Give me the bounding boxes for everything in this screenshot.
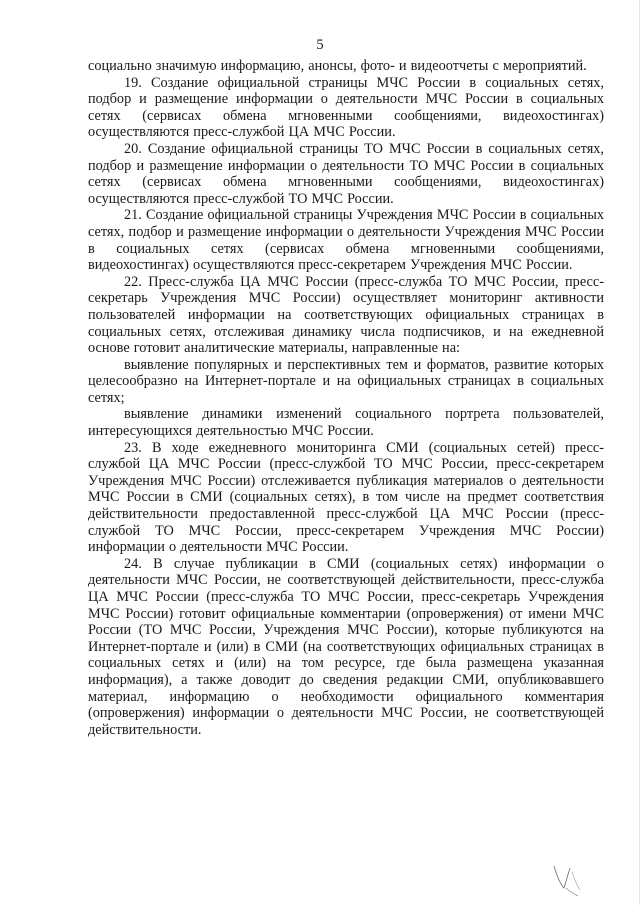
paragraph-19: 19. Создание официальной страницы МЧС России в социальных сетях, подбор и размещение информации о деятельности МЧС России в социальных сетях (сервисах обмена мгновенными сообщениями, видеохостингах) осуществляются пресс-службой ЦА МЧС России. <box>88 74 604 141</box>
paragraph-21: 21. Создание официальной страницы Учреждения МЧС России в социальных сетях, подбор и размещение информации о деятельности Учреждения МЧС России в социальных сетях (сервисах обмена мгновенными сообщениями, видеохостингах) осуществляются пресс-секретарем Учреждения МЧС России. <box>88 207 604 274</box>
handwritten-initials-mark <box>548 858 588 898</box>
paragraph-23: 23. В ходе ежедневного мониторинга СМИ (социальных сетей) пресс-службой ЦА МЧС России (пресс-службой ТО МЧС России, пресс-секретарем Учреждения МЧС России) отслеживается публикация материалов о деятельности МЧС России в СМИ (социальных сетях), в том числе на предмет соответствия действительности предоставленной пресс-службой ЦА МЧС России (пресс-службой ТО МЧС России, пресс-секретарем Учреждения МЧС России) информации о деятельности МЧС России. <box>88 439 604 556</box>
paragraph-continuation: социально значимую информацию, анонсы, фото- и видеоотчеты с мероприятий. <box>88 58 587 74</box>
paragraph-22: 22. Пресс-служба ЦА МЧС России (пресс-служба ТО МЧС России, пресс-секретарь Учреждения МЧС России) осуществляет мониторинг активности пользователей информации на соответствующих официальных страницах в социальных сетях, отслеживая динамику числа подписчиков, и на ежедневной основе готовит аналитические материалы, направленные на: <box>88 273 604 357</box>
paragraph-24: 24. В случае публикации в СМИ (социальных сетях) информации о деятельности МЧС России, не соответствующей действительности, пресс-служба ЦА МЧС России (пресс-служба ТО МЧС России, пресс-секретарь Учреждения МЧС России) готовит официальные комментарии (опровержения) от имени МЧС России (ТО МЧС России, Учреждения МЧС России), которые публикуются на Интернет-портале и (или) в СМИ (на соответствующих официальных страницах в социальных сетях и (или) на том ресурсе, где была размещена указанная информация), а также доводит до сведения редакции СМИ, опубликовавшего материал, информацию о необходимости официального комментария (опровержения) информации о деятельности МЧС России, не соответствующей действительности. <box>88 555 604 738</box>
document-body <box>88 58 604 738</box>
paragraph-20: 20. Создание официальной страницы ТО МЧС России в социальных сетях, подбор и размещение информации о деятельности ТО МЧС России в социальных сетях (сервисах обмена мгновенными сообщениями, видеохостингах) осуществляются пресс-службой ТО МЧС России. <box>88 140 604 207</box>
paragraph-22-item-1: выявление популярных и перспективных тем и форматов, развитие которых целесообразно на Интернет-портале и на официальных страницах в социальных сетях; <box>88 356 604 406</box>
page-number: 5 <box>316 37 324 53</box>
paragraph-22-item-2: выявление динамики изменений социального портрета пользователей, интересующихся деятельностью МЧС России. <box>88 406 604 440</box>
